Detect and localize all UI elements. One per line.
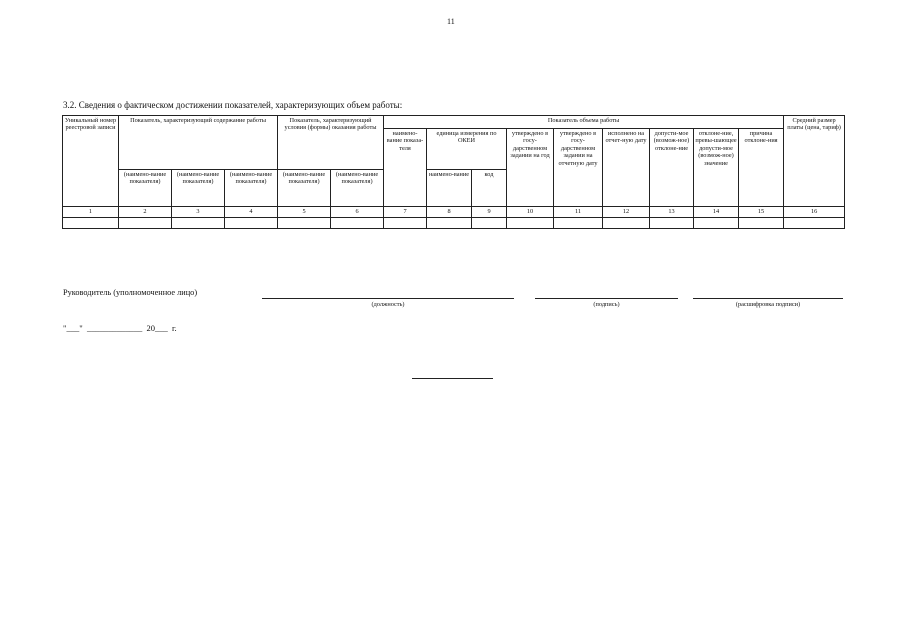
work-volume-table — [62, 115, 845, 229]
header-unit-name: наимено-вание — [427, 170, 472, 207]
header-executed: исполнено на отчет-ную дату — [603, 129, 650, 207]
header-average-pay: Средний размер платы (цена, тариф) — [784, 116, 845, 207]
empty-cell[interactable] — [63, 218, 119, 229]
column-number: 8 — [427, 207, 472, 218]
empty-cell[interactable] — [507, 218, 554, 229]
empty-cell[interactable] — [472, 218, 507, 229]
header-sub-name-6: (наимено-вание показателя) — [331, 170, 384, 207]
column-number: 11 — [554, 207, 603, 218]
header-allowed-deviation: допусти-мое (возмож-ное) отклоне-ние — [650, 129, 694, 207]
column-number: 2 — [119, 207, 172, 218]
header-approved-year: утверждено в госу-дарственном задании на год — [507, 129, 554, 207]
column-number: 6 — [331, 207, 384, 218]
empty-cell[interactable] — [427, 218, 472, 229]
column-number: 13 — [650, 207, 694, 218]
head-signature-label: Руководитель (уполномоченное лицо) — [63, 288, 198, 297]
empty-cell[interactable] — [278, 218, 331, 229]
column-number: 14 — [694, 207, 739, 218]
column-number: 4 — [225, 207, 278, 218]
header-unit-code: код — [472, 170, 507, 207]
column-number: 5 — [278, 207, 331, 218]
empty-cell[interactable] — [694, 218, 739, 229]
header-sub-name-4: (наимено-вание показателя) — [225, 170, 278, 207]
column-number: 15 — [739, 207, 784, 218]
footer-rule — [412, 378, 493, 379]
position-line[interactable] — [262, 298, 514, 299]
empty-cell[interactable] — [784, 218, 845, 229]
header-indicator-name: наимено-вание показа-теля — [384, 129, 427, 207]
empty-cell[interactable] — [331, 218, 384, 229]
column-number: 7 — [384, 207, 427, 218]
empty-cell[interactable] — [225, 218, 278, 229]
column-number: 16 — [784, 207, 845, 218]
blank-data-row — [63, 218, 845, 229]
decoding-caption: (расшифровка подписи) — [735, 301, 801, 308]
header-deviation-reason: причина отклоне-ния — [739, 129, 784, 207]
header-sub-name-5: (наимено-вание показателя) — [278, 170, 331, 207]
empty-cell[interactable] — [119, 218, 172, 229]
header-sub-name-3: (наимено-вание показателя) — [172, 170, 225, 207]
page-number: 11 — [447, 17, 455, 26]
header-approved-date: утверждено в госу-дарственном задании на отчетную дату — [554, 129, 603, 207]
decoding-line[interactable] — [693, 298, 843, 299]
header-excess-deviation: отклоне-ние, превы-шающее допусти-мое (возмож-ное) значение — [694, 129, 739, 207]
column-number: 12 — [603, 207, 650, 218]
signature-line[interactable] — [535, 298, 678, 299]
empty-cell[interactable] — [739, 218, 784, 229]
header-unit: единица измерения по ОКЕИ — [427, 129, 507, 170]
header-unique-record: Уникальный номер реестровой записи — [63, 116, 119, 207]
empty-cell[interactable] — [650, 218, 694, 229]
column-number: 1 — [63, 207, 119, 218]
date-line[interactable]: "___" _____________ 20___ г. — [63, 323, 177, 333]
header-volume-indicator: Показатель объема работы — [384, 116, 784, 129]
column-number: 9 — [472, 207, 507, 218]
empty-cell[interactable] — [172, 218, 225, 229]
column-numbers-row — [63, 207, 845, 218]
signature-caption: (подпись) — [593, 301, 620, 308]
header-sub-name-2: (наимено-вание показателя) — [119, 170, 172, 207]
section-title: 3.2. Сведения о фактическом достижении показателей, характеризующих объем работы: — [63, 100, 403, 110]
header-condition-indicator: Показатель, характеризующий условия (формы) оказания работы — [278, 116, 384, 170]
empty-cell[interactable] — [603, 218, 650, 229]
empty-cell[interactable] — [384, 218, 427, 229]
column-number: 3 — [172, 207, 225, 218]
column-number: 10 — [507, 207, 554, 218]
position-caption: (должность) — [371, 301, 405, 308]
empty-cell[interactable] — [554, 218, 603, 229]
header-content-indicator: Показатель, характеризующий содержание работы — [119, 116, 278, 170]
